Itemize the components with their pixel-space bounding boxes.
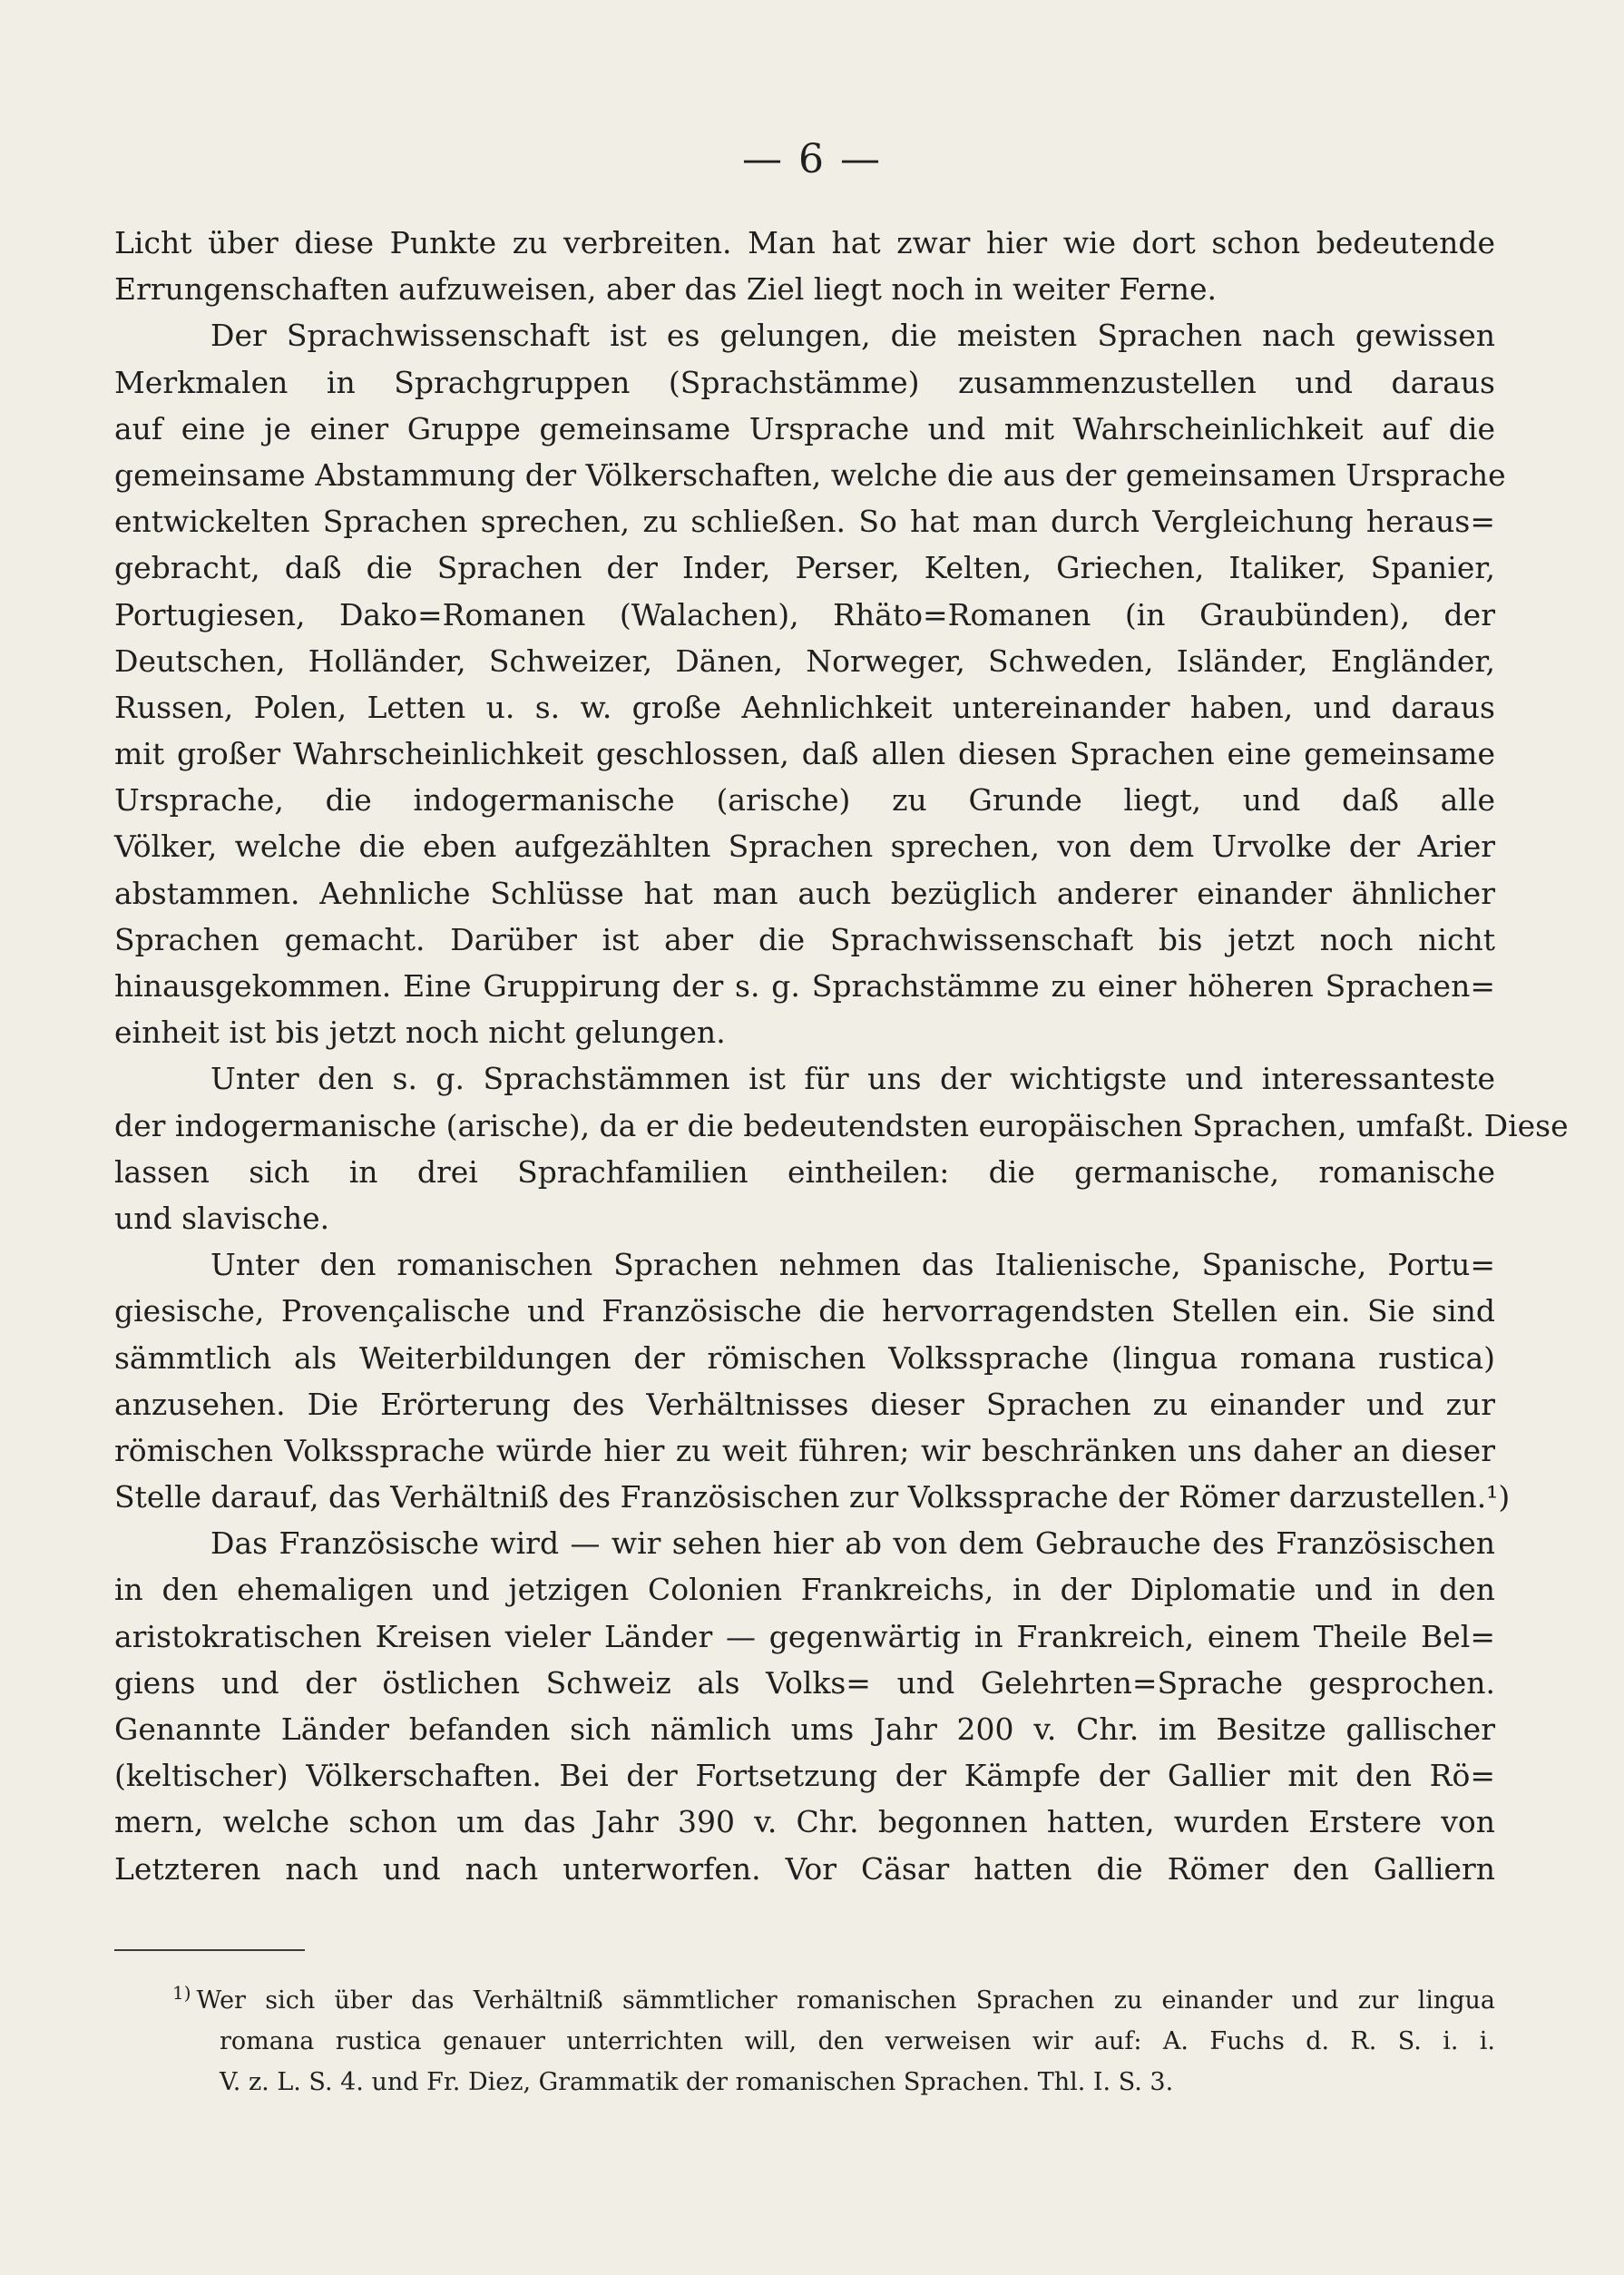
text-line: Genannte Länder befanden sich nämlich ums Jahr 200 v. Chr. im Besitze gallischer — [114, 1711, 1495, 1747]
text-line: Errungenschaften aufzuweisen, aber das Ziel liegt noch in weiter Ferne. — [114, 271, 1218, 308]
text-line: abstammen. Aehnliche Schlüsse hat man auch bezüglich anderer einander ähnlicher — [114, 875, 1495, 911]
text-line: giens und der östlichen Schweiz als Volks= und Gelehrten=Sprache gesprochen. — [114, 1664, 1495, 1701]
text-line: Das Französische wird — wir sehen hier ab von dem Gebrauche des Französischen — [210, 1525, 1495, 1562]
text-line: giesische, Provençalische und Französische die hervorragendsten Stellen ein. Sie sind — [114, 1293, 1495, 1329]
text-line: sämmtlich als Weiterbildungen der römischen Volkssprache (lingua romana rustica) — [114, 1339, 1495, 1376]
text-line: Licht über diese Punkte zu verbreiten. Man hat zwar hier wie dort schon bedeutende — [114, 225, 1495, 260]
footnote-line: $^{1)}$ Wer sich über das Verhältniß sämmtlicher romanischen Sprachen zu einander und zur lingua — [172, 1982, 1495, 2015]
text-line: Letzteren nach und nach unterworfen. Vor Cäsar hatten die Römer den Galliern — [114, 1850, 1495, 1887]
text-line: Völker, welche die eben aufgezählten Sprachen sprechen, von dem Urvolke der Arier — [114, 829, 1495, 865]
text-line: aristokratischen Kreisen vieler Länder — gegenwärtig in Frankreich, einem Theile Bel= — [114, 1618, 1495, 1654]
text-line: Unter den s. g. Sprachstämmen ist für uns der wichtigste und interessanteste — [210, 1061, 1495, 1097]
text-line: Russen, Polen, Letten u. s. w. große Aehnlichkeit untereinander haben, und daraus — [114, 689, 1495, 725]
text-line: und slavische. — [114, 1200, 330, 1236]
text-line: mit großer Wahrscheinlichkeit geschlossen, daß allen diesen Sprachen eine gemeinsame — [114, 736, 1495, 772]
footnote-line: V. z. L. S. 4. und Fr. Diez, Grammatik der romanischen Sprachen. Thl. I. S. 3. — [220, 2068, 1174, 2096]
text-line: römischen Volkssprache würde hier zu weit führen; wir beschränken uns daher an dieser — [114, 1432, 1495, 1468]
text-line: gemeinsame Abstammung der Völkerschaften, welche die aus der gemeinsamen Ursprache — [114, 456, 1506, 493]
text-line: der indogermanische (arische), da er die bedeutendsten europäischen Sprachen, umfaßt. Diese — [114, 1107, 1569, 1143]
text-line: einheit ist bis jetzt noch nicht gelungen. — [114, 1015, 726, 1051]
text-line: Stelle darauf, das Verhältniß des Französischen zur Volkssprache der Römer darzustellen.¹) — [114, 1479, 1511, 1515]
text-line: auf eine je einer Gruppe gemeinsame Ursprache und mit Wahrscheinlichkeit auf die — [114, 410, 1495, 446]
text-line: Portugiesen, Dako=Romanen (Walachen), Rhäto=Romanen (in Graubünden), der — [114, 596, 1495, 632]
body-text — [114, 220, 1569, 1892]
text-line: mern, welche schon um das Jahr 390 v. Chr. begonnen hatten, wurden Erstere von — [114, 1804, 1495, 1840]
text-line: Deutschen, Holländer, Schweizer, Dänen, Norweger, Schweden, Isländer, Engländer, — [114, 642, 1495, 679]
text-line: Merkmalen in Sprachgruppen (Sprachstämme) zusammenzustellen und daraus — [114, 364, 1495, 400]
text-line: gebracht, daß die Sprachen der Inder, Perser, Kelten, Griechen, Italiker, Spanier, — [114, 550, 1495, 586]
text-line: Sprachen gemacht. Darüber ist aber die Sprachwissenschaft bis jetzt noch nicht — [114, 921, 1495, 957]
text-line: Ursprache, die indogermanische (arische) zu Grunde liegt, und daß alle — [114, 782, 1495, 819]
footnotes — [172, 1980, 1495, 2103]
text-line: (keltischer) Völkerschaften. Bei der Fortsetzung der Kämpfe der Gallier mit den Rö= — [114, 1758, 1495, 1794]
text-line: in den ehemaligen und jetzigen Colonien Frankreichs, in der Diplomatie und in den — [114, 1572, 1495, 1608]
text-line: anzusehen. Die Erörterung des Verhältnisses dieser Sprachen zu einander und zur — [114, 1386, 1495, 1422]
text-line: hinausgekommen. Eine Gruppirung der s. g. Sprachstämme zu einer höheren Sprachen= — [114, 968, 1495, 1004]
text-line: Der Sprachwissenschaft ist es gelungen, die meisten Sprachen nach gewissen — [210, 318, 1495, 354]
page-number: — 6 — — [742, 136, 882, 182]
text-line: entwickelten Sprachen sprechen, zu schließen. So hat man durch Vergleichung heraus= — [114, 504, 1495, 540]
text-line: lassen sich in drei Sprachfamilien eintheilen: die germanische, romanische — [114, 1153, 1495, 1190]
footnote-marker: 1) — [172, 1982, 191, 2004]
text-line: Unter den romanischen Sprachen nehmen das Italienische, Spanische, Portu= — [210, 1247, 1495, 1283]
footnote-divider — [114, 1949, 305, 1951]
footnote-line: romana rustica genauer unterrichten will, den verweisen wir auf: A. Fuchs d. R. S. i. i. — [220, 2027, 1495, 2055]
